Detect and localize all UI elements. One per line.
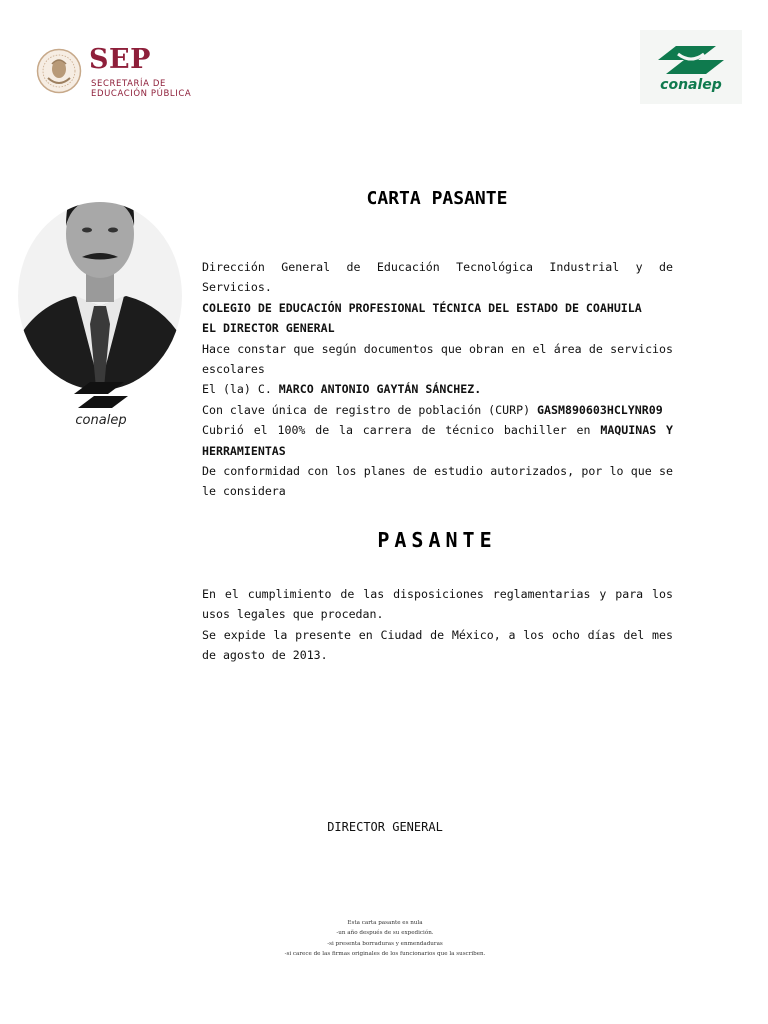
curp-line xyxy=(202,400,673,420)
photo-conalep-wordmark: conalep xyxy=(75,413,127,428)
status-heading: PASANTE xyxy=(377,528,497,552)
record-paragraph: Hace constar que según documentos que obran en el área de servicios escolares xyxy=(202,341,673,377)
curp-prefix: Con clave única de registro de población (CURP) xyxy=(202,402,538,417)
footer-line-4: -si carece de las firmas originales de los funcionarios que la suscriben. xyxy=(284,951,486,958)
compliance-paragraph: En el cumplimiento de las disposiciones reglamentarias y para los usos legales que procedan. xyxy=(202,587,673,622)
sep-logo xyxy=(36,44,196,100)
college-name: COLEGIO DE EDUCACIÓN PROFESIONAL TÉCNICA DEL ESTADO DE COAHUILA xyxy=(202,300,642,315)
student-line xyxy=(202,379,673,399)
student-name: MARCO ANTONIO GAYTÁN SÁNCHEZ. xyxy=(278,382,482,397)
conformity-paragraph: De conformidad con los planes de estudio autorizados, por lo que se le considera xyxy=(202,464,673,499)
sep-subtitle xyxy=(91,79,191,99)
closing-text xyxy=(202,584,673,666)
conalep-mark-icon xyxy=(68,376,134,414)
conalep-logo xyxy=(640,30,742,104)
footer-notes xyxy=(230,918,540,960)
issue-paragraph: Se expide la presente en Ciudad de México, a los ocho días del mes de agosto de 2013. xyxy=(202,627,673,663)
curp-value: GASM890603HCLYNR09 xyxy=(537,402,663,417)
career-name: MAQUINAS Y HERRAMIENTAS xyxy=(202,423,673,458)
mexico-seal-icon xyxy=(36,48,82,94)
conalep-wordmark: conalep xyxy=(660,77,722,93)
document-body xyxy=(202,257,673,502)
sep-name: SEP xyxy=(89,44,151,75)
photo-conalep-watermark xyxy=(68,376,134,432)
footer-line-1: Esta carta pasante es nula xyxy=(347,920,423,926)
student-prefix: El (la) C. xyxy=(202,382,279,397)
signature-title: DIRECTOR GENERAL xyxy=(327,820,443,834)
sep-subtitle-line2: EDUCACIÓN PÚBLICA xyxy=(91,89,192,99)
career-prefix: Cubrió el 100% de la carrera de técnico bachiller en xyxy=(202,423,601,438)
career-line xyxy=(202,420,673,461)
footer-line-2: -un año después de su expedición. xyxy=(336,930,434,937)
footer-line-3: -si presenta borraduras y enmendaduras xyxy=(327,940,443,947)
conalep-mark-icon xyxy=(654,40,728,80)
sep-subtitle-line1: SECRETARÍA DE xyxy=(91,79,166,89)
institution-paragraph: Dirección General de Educación Tecnológica Industrial y de Servicios. xyxy=(202,260,673,295)
director-heading: EL DIRECTOR GENERAL xyxy=(202,321,335,336)
document-title: CARTA PASANTE xyxy=(366,188,508,209)
